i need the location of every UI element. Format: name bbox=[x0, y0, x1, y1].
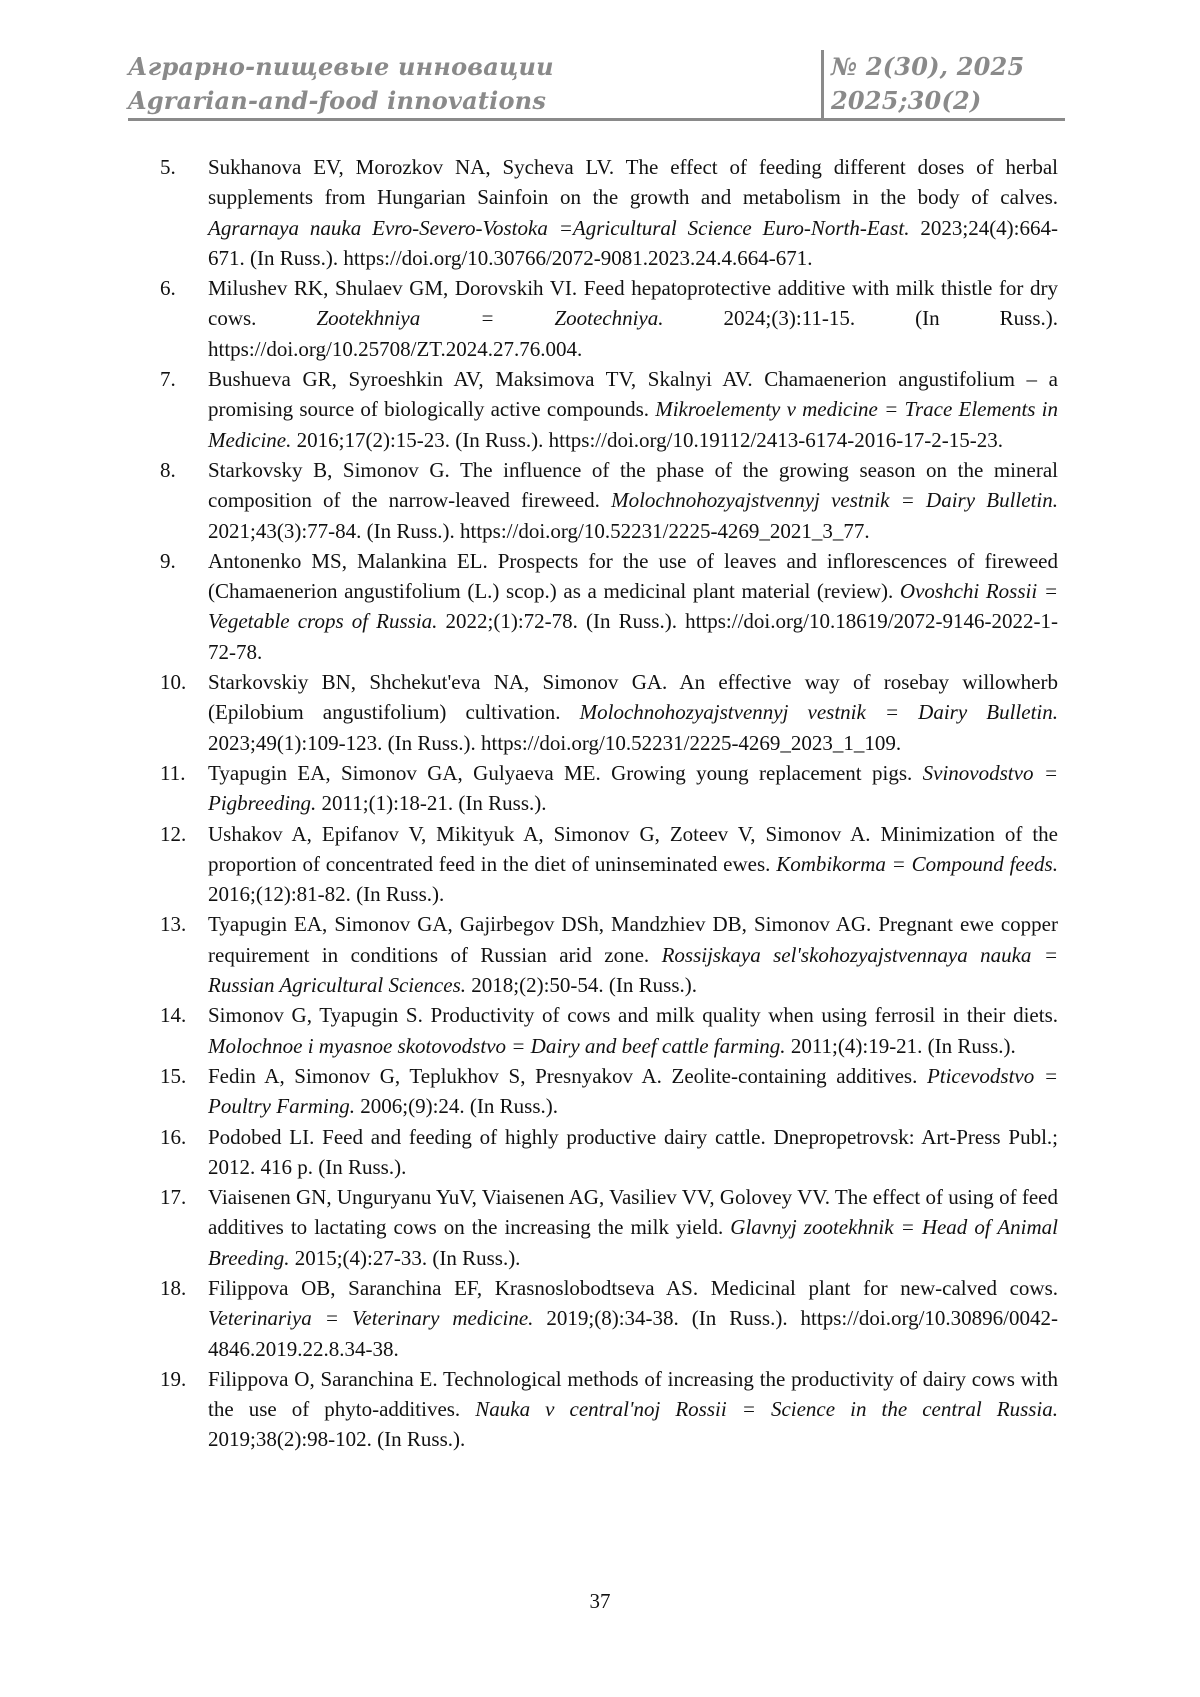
reference-citation: 2024;(3):11-15. (In Russ.). https://doi.org/10.25708/ZT.2024.27.76.004. bbox=[208, 306, 1058, 360]
journal-page bbox=[0, 0, 1200, 1697]
reference-authors-title: Antonenko MS, Malankina EL. Prospects for the use of leaves and inflorescences of fireweed (Chamaenerion angustifolium (L.) scop.) as a medicinal plant material (review). bbox=[208, 549, 1058, 603]
reference-item bbox=[160, 819, 1058, 910]
reference-text bbox=[208, 1276, 1058, 1361]
reference-item bbox=[160, 455, 1058, 546]
reference-authors-title: Tyapugin EA, Simonov GA, Gulyaeva ME. Growing young replacement pigs. bbox=[208, 761, 912, 785]
running-header bbox=[128, 50, 1065, 120]
reference-item bbox=[160, 1273, 1058, 1364]
reference-authors-title: Filippova OB, Saranchina EF, Krasnoslobodtseva AS. Medicinal plant for new-calved cows. bbox=[208, 1276, 1058, 1300]
header-rule bbox=[128, 118, 1065, 121]
reference-journal: Rossijskaya sel'skohozyajstvennaya nauka = Russian Agricultural Sciences. bbox=[208, 943, 1058, 997]
reference-number: 15. bbox=[160, 1061, 186, 1091]
reference-text bbox=[208, 1064, 1058, 1118]
reference-number: 9. bbox=[160, 546, 176, 576]
reference-authors-title: Fedin A, Simonov G, Teplukhov S, Presnyakov A. Zeolite-containing additives. bbox=[208, 1064, 917, 1088]
issue-ru: № 2(30), 2025 bbox=[831, 50, 1061, 84]
reference-journal: Pticevodstvo = Poultry Farming. bbox=[208, 1064, 1058, 1118]
reference-text bbox=[208, 458, 1058, 543]
reference-journal: Ovoshchi Rossii = Vegetable crops of Russia. bbox=[208, 579, 1058, 633]
reference-citation: 2016;(12):81-82. (In Russ.). bbox=[208, 882, 444, 906]
reference-text bbox=[208, 912, 1058, 997]
header-divider-vertical bbox=[821, 50, 824, 120]
reference-item bbox=[160, 1000, 1058, 1061]
reference-citation: 2023;24(4):664-671. (In Russ.). https://doi.org/10.30766/2072-9081.2023.24.4.664-671. bbox=[208, 216, 1058, 270]
reference-citation: 2021;43(3):77-84. (In Russ.). https://doi.org/10.52231/2225-4269_2021_3_77. bbox=[208, 519, 870, 543]
reference-authors-title: Milushev RK, Shulaev GM, Dorovskih VI. Feed hepatoprotective additive with milk thistle for dry cows. bbox=[208, 276, 1058, 330]
reference-journal: Molochnoe i myasnoe skotovodstvo = Dairy and beef cattle farming. bbox=[208, 1034, 786, 1058]
issue-en: 2025;30(2) bbox=[831, 84, 1061, 118]
reference-authors-title: Podobed LI. Feed and feeding of highly productive dairy cattle. Dnepropetrovsk: Art-Press Publ.; 2012. 416 p. (In Russ.). bbox=[208, 1125, 1058, 1179]
reference-text bbox=[208, 822, 1058, 907]
reference-item bbox=[160, 667, 1058, 758]
reference-text bbox=[208, 367, 1058, 452]
reference-journal: Agrarnaya nauka Evro-Severo-Vostoka =Agricultural Science Euro-North-East. bbox=[208, 216, 909, 240]
reference-number: 11. bbox=[160, 758, 185, 788]
reference-text bbox=[208, 1185, 1058, 1270]
reference-citation: 2018;(2):50-54. (In Russ.). bbox=[471, 973, 697, 997]
reference-text bbox=[208, 155, 1058, 270]
reference-number: 14. bbox=[160, 1000, 186, 1030]
reference-journal: Svinovodstvo = Pigbreeding. bbox=[208, 761, 1058, 815]
reference-citation: 2006;(9):24. (In Russ.). bbox=[360, 1094, 558, 1118]
reference-text bbox=[208, 1125, 1058, 1179]
reference-item bbox=[160, 1182, 1058, 1273]
reference-number: 13. bbox=[160, 909, 186, 939]
reference-authors-title: Starkovskiy BN, Shchekut'eva NA, Simonov GA. An effective way of rosebay willowherb (Epilobium angustifolium) cultivation. bbox=[208, 670, 1058, 724]
reference-item bbox=[160, 273, 1058, 364]
reference-item bbox=[160, 546, 1058, 667]
reference-number: 12. bbox=[160, 819, 186, 849]
reference-journal: Mikroelementy v medicine = Trace Elements in Medicine. bbox=[208, 397, 1058, 451]
reference-authors-title: Viaisenen GN, Unguryanu YuV, Viaisenen AG, Vasiliev VV, Golovey VV. The effect of using of feed additives to lactating cows on the increasing the milk yield. bbox=[208, 1185, 1058, 1239]
reference-number: 16. bbox=[160, 1122, 186, 1152]
reference-text bbox=[208, 549, 1058, 664]
reference-authors-title: Sukhanova EV, Morozkov NA, Sycheva LV. The effect of feeding different doses of herbal supplements from Hungarian Sainfoin on the growth and metabolism in the body of calves. bbox=[208, 155, 1058, 209]
page-number: 37 bbox=[0, 1589, 1200, 1614]
reference-journal: Veterinariya = Veterinary medicine. bbox=[208, 1306, 533, 1330]
reference-list bbox=[160, 152, 1058, 1455]
reference-item bbox=[160, 1364, 1058, 1455]
reference-number: 18. bbox=[160, 1273, 186, 1303]
reference-citation: 2019;(8):34-38. (In Russ.). https://doi.org/10.30896/0042-4846.2019.22.8.34-38. bbox=[208, 1306, 1058, 1360]
reference-item bbox=[160, 909, 1058, 1000]
reference-number: 17. bbox=[160, 1182, 186, 1212]
reference-citation: 2023;49(1):109-123. (In Russ.). https://doi.org/10.52231/2225-4269_2023_1_109. bbox=[208, 731, 901, 755]
journal-issue bbox=[831, 50, 1061, 118]
reference-authors-title: Filippova O, Saranchina E. Technological methods of increasing the productivity of dairy cows with the use of phyto-additives. bbox=[208, 1367, 1058, 1421]
reference-number: 5. bbox=[160, 152, 176, 182]
journal-title-en: Agrarian-and-food innovations bbox=[128, 84, 828, 118]
reference-journal: Zootekhniya = Zootechniya. bbox=[316, 306, 663, 330]
reference-journal: Molochnohozyajstvennyj vestnik = Dairy Bulletin. bbox=[611, 488, 1058, 512]
reference-citation: 2022;(1):72-78. (In Russ.). https://doi.org/10.18619/2072-9146-2022-1-72-78. bbox=[208, 609, 1058, 663]
reference-text bbox=[208, 761, 1058, 815]
reference-text bbox=[208, 276, 1058, 361]
reference-text bbox=[208, 1003, 1058, 1057]
reference-journal: Kombikorma = Compound feeds. bbox=[776, 852, 1058, 876]
reference-number: 19. bbox=[160, 1364, 186, 1394]
reference-item bbox=[160, 1061, 1058, 1122]
reference-authors-title: Ushakov A, Epifanov V, Mikityuk A, Simonov G, Zoteev V, Simonov A. Minimization of the proportion of concentrated feed in the diet of uninseminated ewes. bbox=[208, 822, 1058, 876]
reference-citation: 2015;(4):27-33. (In Russ.). bbox=[295, 1246, 521, 1270]
reference-number: 8. bbox=[160, 455, 176, 485]
reference-authors-title: Starkovsky B, Simonov G. The influence of the phase of the growing season on the mineral composition of the narrow-leaved fireweed. bbox=[208, 458, 1058, 512]
reference-authors-title: Bushueva GR, Syroeshkin AV, Maksimova TV, Skalnyi AV. Chamaenerion angustifolium – a promising source of biologically active compounds. bbox=[208, 367, 1058, 421]
reference-item bbox=[160, 364, 1058, 455]
reference-text bbox=[208, 670, 1058, 755]
reference-journal: Molochnohozyajstvennyj vestnik = Dairy Bulletin. bbox=[580, 700, 1058, 724]
reference-item bbox=[160, 1122, 1058, 1183]
reference-item bbox=[160, 152, 1058, 273]
reference-authors-title: Simonov G, Tyapugin S. Productivity of cows and milk quality when using ferrosil in their diets. bbox=[208, 1003, 1058, 1027]
reference-citation: 2019;38(2):98-102. (In Russ.). bbox=[208, 1427, 465, 1451]
reference-authors-title: Tyapugin EA, Simonov GA, Gajirbegov DSh, Mandzhiev DB, Simonov AG. Pregnant ewe copper requirement in conditions of Russian arid zone. bbox=[208, 912, 1058, 966]
journal-title bbox=[128, 50, 828, 118]
reference-number: 10. bbox=[160, 667, 186, 697]
reference-citation: 2016;17(2):15-23. (In Russ.). https://doi.org/10.19112/2413-6174-2016-17-2-15-23. bbox=[297, 428, 1003, 452]
reference-citation: 2011;(1):18-21. (In Russ.). bbox=[322, 791, 547, 815]
journal-title-ru: Аграрно-пищевые инновации bbox=[128, 50, 828, 84]
reference-text bbox=[208, 1367, 1058, 1452]
reference-number: 6. bbox=[160, 273, 176, 303]
reference-citation: 2011;(4):19-21. (In Russ.). bbox=[791, 1034, 1016, 1058]
reference-journal: Glavnyj zootekhnik = Head of Animal Breeding. bbox=[208, 1215, 1058, 1269]
reference-number: 7. bbox=[160, 364, 176, 394]
reference-journal: Nauka v central'noj Rossii = Science in the central Russia. bbox=[475, 1397, 1058, 1421]
reference-item bbox=[160, 758, 1058, 819]
